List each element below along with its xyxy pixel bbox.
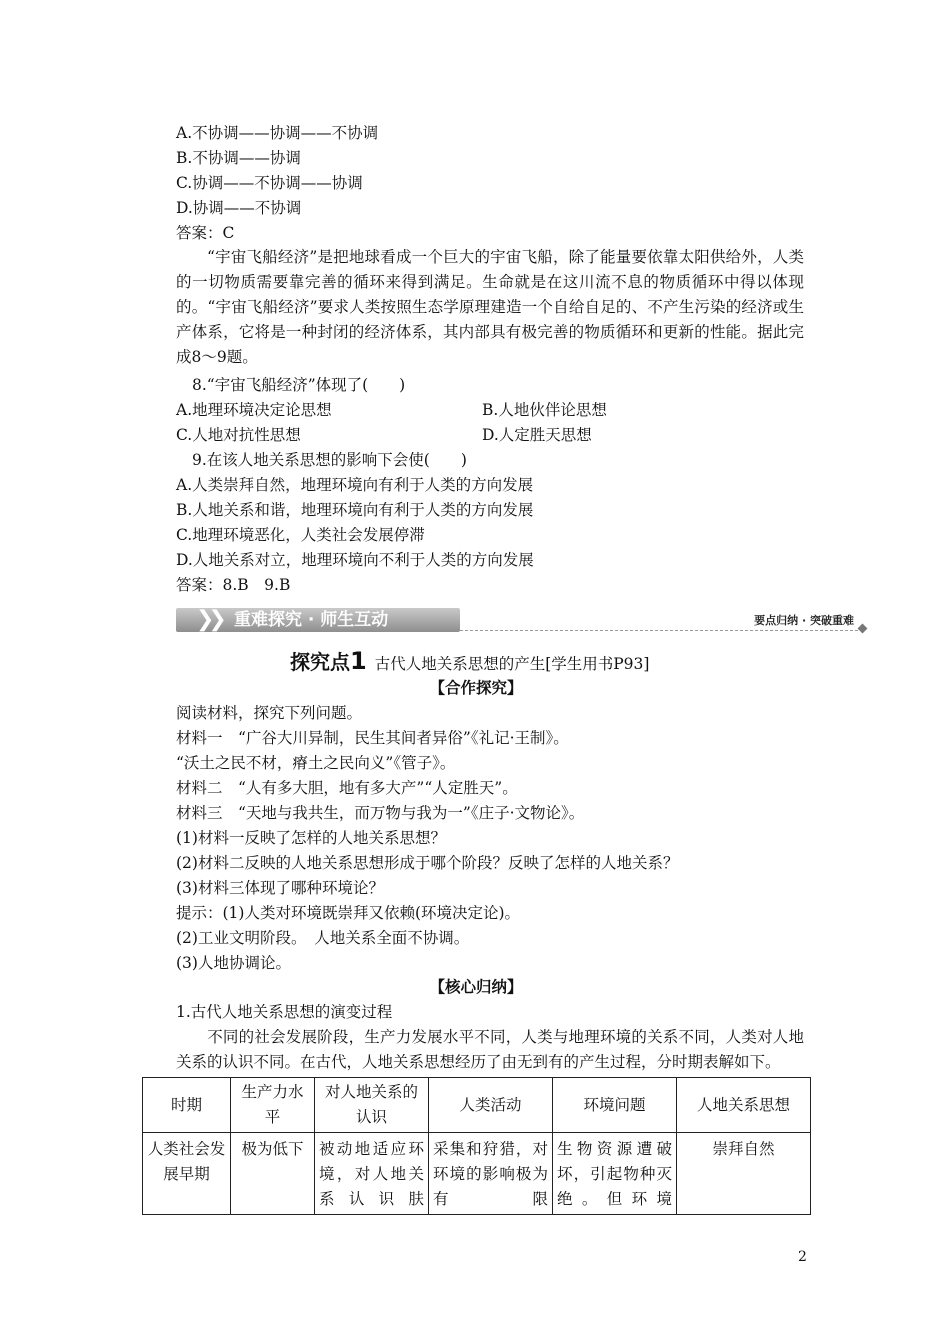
core-paragraph xyxy=(176,1025,804,1075)
table-cell: 极为低下 xyxy=(231,1133,315,1215)
table-header: 对人地关系的认识 xyxy=(315,1078,429,1133)
page-number: 2 xyxy=(798,1249,807,1265)
passage-text: “宇宙飞船经济”是把地球看成一个巨大的宇宙飞船，除了能量要依靠太阳供给外，人类的一切物质需要靠完善的循环来得到满足。生命就是在这川流不息的物质循环中得以体现的。“宇宙飞船经济”要求人类按照生态学原理建造一个自给自足的、不产生污染的经济或生产体系，它将是一种封闭的经济体系，其内部具有极完善的物质循环和更新的性能。据此完成8～9题。 xyxy=(176,248,804,366)
core-heading: 【核心归纳】 xyxy=(429,977,523,996)
diamond-icon xyxy=(858,624,868,634)
coop-line: 阅读材料，探究下列问题。 xyxy=(176,704,363,722)
q7-option-a: A.不协调——协调——不协调 xyxy=(176,124,379,142)
q8-option-c: C.人地对抗性思想 xyxy=(176,426,301,444)
banner-divider xyxy=(460,630,858,631)
q9-option-d: D.人地关系对立，地理环境向不利于人类的方向发展 xyxy=(176,551,534,569)
explore-label: 探究点 xyxy=(290,650,350,674)
chevron-right-icon: ❯❯ xyxy=(196,607,221,632)
q7-option-c: C.协调——不协调——协调 xyxy=(176,174,363,192)
table-header: 生产力水平 xyxy=(231,1078,315,1133)
coop-line: (2)材料二反映的人地关系思想形成于哪个阶段？反映了怎样的人地关系？ xyxy=(176,854,679,872)
coop-line: 材料二 “人有多大胆，地有多大产”“人定胜天”。 xyxy=(176,779,518,797)
explore-title: 古代人地关系思想的产生[学生用书P93] xyxy=(374,655,650,673)
explore-heading xyxy=(290,646,649,675)
evolution-table xyxy=(142,1077,811,1215)
q9-stem: 9.在该人地关系思想的影响下会使( ) xyxy=(192,451,467,469)
q9-option-a: A.人类崇拜自然，地理环境向有利于人类的方向发展 xyxy=(176,476,534,494)
table-header: 人地关系思想 xyxy=(677,1078,811,1133)
coop-line: 材料一 “广谷大川异制，民生其间者异俗”《礼记·王制》。 xyxy=(176,729,569,747)
coop-line: (3)人地协调论。 xyxy=(176,954,291,972)
core-paragraph-text: 不同的社会发展阶段，生产力发展水平不同，人类与地理环境的关系不同，人类对人地关系的认识不同。在古代，人地关系思想经历了由无到有的产生过程，分时期表解如下。 xyxy=(176,1028,804,1071)
coop-line: 提示：(1)人类对环境既崇拜又依赖(环境决定论)。 xyxy=(176,904,521,922)
table-row xyxy=(143,1133,811,1215)
passage-paragraph xyxy=(176,245,804,370)
q7-option-b: B.不协调——协调 xyxy=(176,149,301,167)
table-header: 环境问题 xyxy=(553,1078,677,1133)
q8-option-b: B.人地伙伴论思想 xyxy=(482,401,607,419)
core-subheading: 1.古代人地关系思想的演变过程 xyxy=(176,1003,393,1021)
q9-option-c: C.地理环境恶化，人类社会发展停滞 xyxy=(176,526,425,544)
table-cell: 生物资源遭破坏，引起物种灭绝。但环境 xyxy=(553,1133,677,1215)
banner-title: 重难探究 · 师生互动 xyxy=(234,610,389,630)
q8-stem: 8.“宇宙飞船经济”体现了( ) xyxy=(192,376,406,394)
coop-heading: 【合作探究】 xyxy=(429,678,523,697)
coop-line: (1)材料一反映了怎样的人地关系思想？ xyxy=(176,829,446,847)
q7-answer: 答案：C xyxy=(176,224,235,242)
coop-line: (2)工业文明阶段。 人地关系全面不协调。 xyxy=(176,929,470,947)
table-header: 人类活动 xyxy=(429,1078,553,1133)
coop-line: (3)材料三体现了哪种环境论？ xyxy=(176,879,384,897)
banner-right-text: 要点归纳 · 突破重难 xyxy=(754,614,854,627)
table-cell: 崇拜自然 xyxy=(677,1133,811,1215)
table-cell: 被动地适应环境，对人地关系认识肤 xyxy=(315,1133,429,1215)
table-cell: 采集和狩猎，对环境的影响极为有限 xyxy=(429,1133,553,1215)
q9-option-b: B.人地关系和谐，地理环境向有利于人类的方向发展 xyxy=(176,501,534,519)
q8-option-a: A.地理环境决定论思想 xyxy=(176,401,332,419)
explore-number: 1 xyxy=(350,647,367,675)
coop-line: 材料三 “天地与我共生，而万物与我为一”《庄子·文物论》。 xyxy=(176,804,585,822)
table-header: 时期 xyxy=(143,1078,231,1133)
q7-option-d: D.协调——不协调 xyxy=(176,199,302,217)
q89-answer: 答案：8.B 9.B xyxy=(176,576,291,594)
table-header-row xyxy=(143,1078,811,1133)
table-cell: 人类社会发展早期 xyxy=(143,1133,231,1215)
section-banner xyxy=(176,606,866,636)
q8-option-d: D.人定胜天思想 xyxy=(482,426,592,444)
coop-line: “沃土之民不材，瘠土之民向义”《管子》。 xyxy=(176,754,456,772)
